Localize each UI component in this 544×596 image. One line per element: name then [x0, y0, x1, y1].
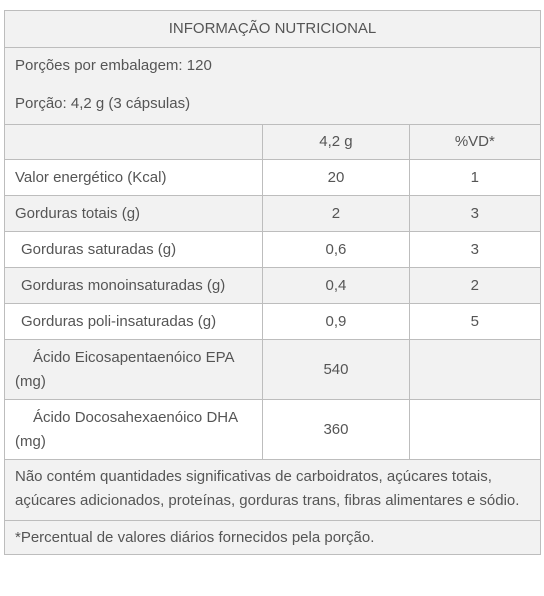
- table-row: [5, 232, 541, 268]
- nutrition-facts-table: [4, 10, 541, 555]
- column-header-dv: %VD*: [409, 125, 540, 160]
- nutrient-amount: 360: [263, 400, 409, 460]
- serving-info-row: [5, 48, 541, 125]
- nutrition-facts-container: [4, 10, 541, 555]
- table-title-row: [5, 11, 541, 48]
- nutrient-dv: [409, 340, 540, 400]
- column-header-amount: 4,2 g: [263, 125, 409, 160]
- table-row: [5, 268, 541, 304]
- nutrient-dv: [409, 400, 540, 460]
- nutrient-label: Gorduras monoinsaturadas (g): [5, 268, 263, 304]
- nutrient-amount: 2: [263, 196, 409, 232]
- footnote-row: [5, 521, 541, 555]
- nutrient-label: Gorduras saturadas (g): [5, 232, 263, 268]
- nutrient-amount: 20: [263, 160, 409, 196]
- serving-size: Porção: 4,2 g (3 cápsulas): [15, 95, 191, 112]
- nutrient-dv: 2: [409, 268, 540, 304]
- nutrient-amount: 540: [263, 340, 409, 400]
- nutrient-label: Ácido Docosahexaenóico DHA (mg): [5, 400, 263, 460]
- servings-per-package: Porções por embalagem: 120: [15, 57, 212, 74]
- nutrient-label: Gorduras totais (g): [5, 196, 263, 232]
- nutrient-dv: 1: [409, 160, 540, 196]
- nutrient-amount: 0,6: [263, 232, 409, 268]
- table-row: [5, 400, 541, 460]
- nutrient-dv: 3: [409, 232, 540, 268]
- nutrient-label: Valor energético (Kcal): [5, 160, 263, 196]
- note-row: [5, 460, 541, 521]
- nutrient-label: Gorduras poli-insaturadas (g): [5, 304, 263, 340]
- nutrient-label: Ácido Eicosapentaenóico EPA (mg): [5, 340, 263, 400]
- nutrient-dv: 3: [409, 196, 540, 232]
- column-header-label: [5, 125, 263, 160]
- nutrient-amount: 0,4: [263, 268, 409, 304]
- table-row: [5, 304, 541, 340]
- nutrient-amount: 0,9: [263, 304, 409, 340]
- table-row: [5, 160, 541, 196]
- serving-info: [5, 48, 541, 125]
- nutrient-dv: 5: [409, 304, 540, 340]
- table-title: INFORMAÇÃO NUTRICIONAL: [5, 11, 541, 48]
- table-row: [5, 340, 541, 400]
- table-row: [5, 196, 541, 232]
- daily-value-footnote: *Percentual de valores diários fornecidos pela porção.: [5, 521, 541, 555]
- insignificant-amounts-note: Não contém quantidades significativas de carboidratos, açúcares totais, açúcares adicionados, proteínas, gorduras trans, fibras alimentares e sódio.: [5, 460, 541, 521]
- column-header-row: [5, 125, 541, 160]
